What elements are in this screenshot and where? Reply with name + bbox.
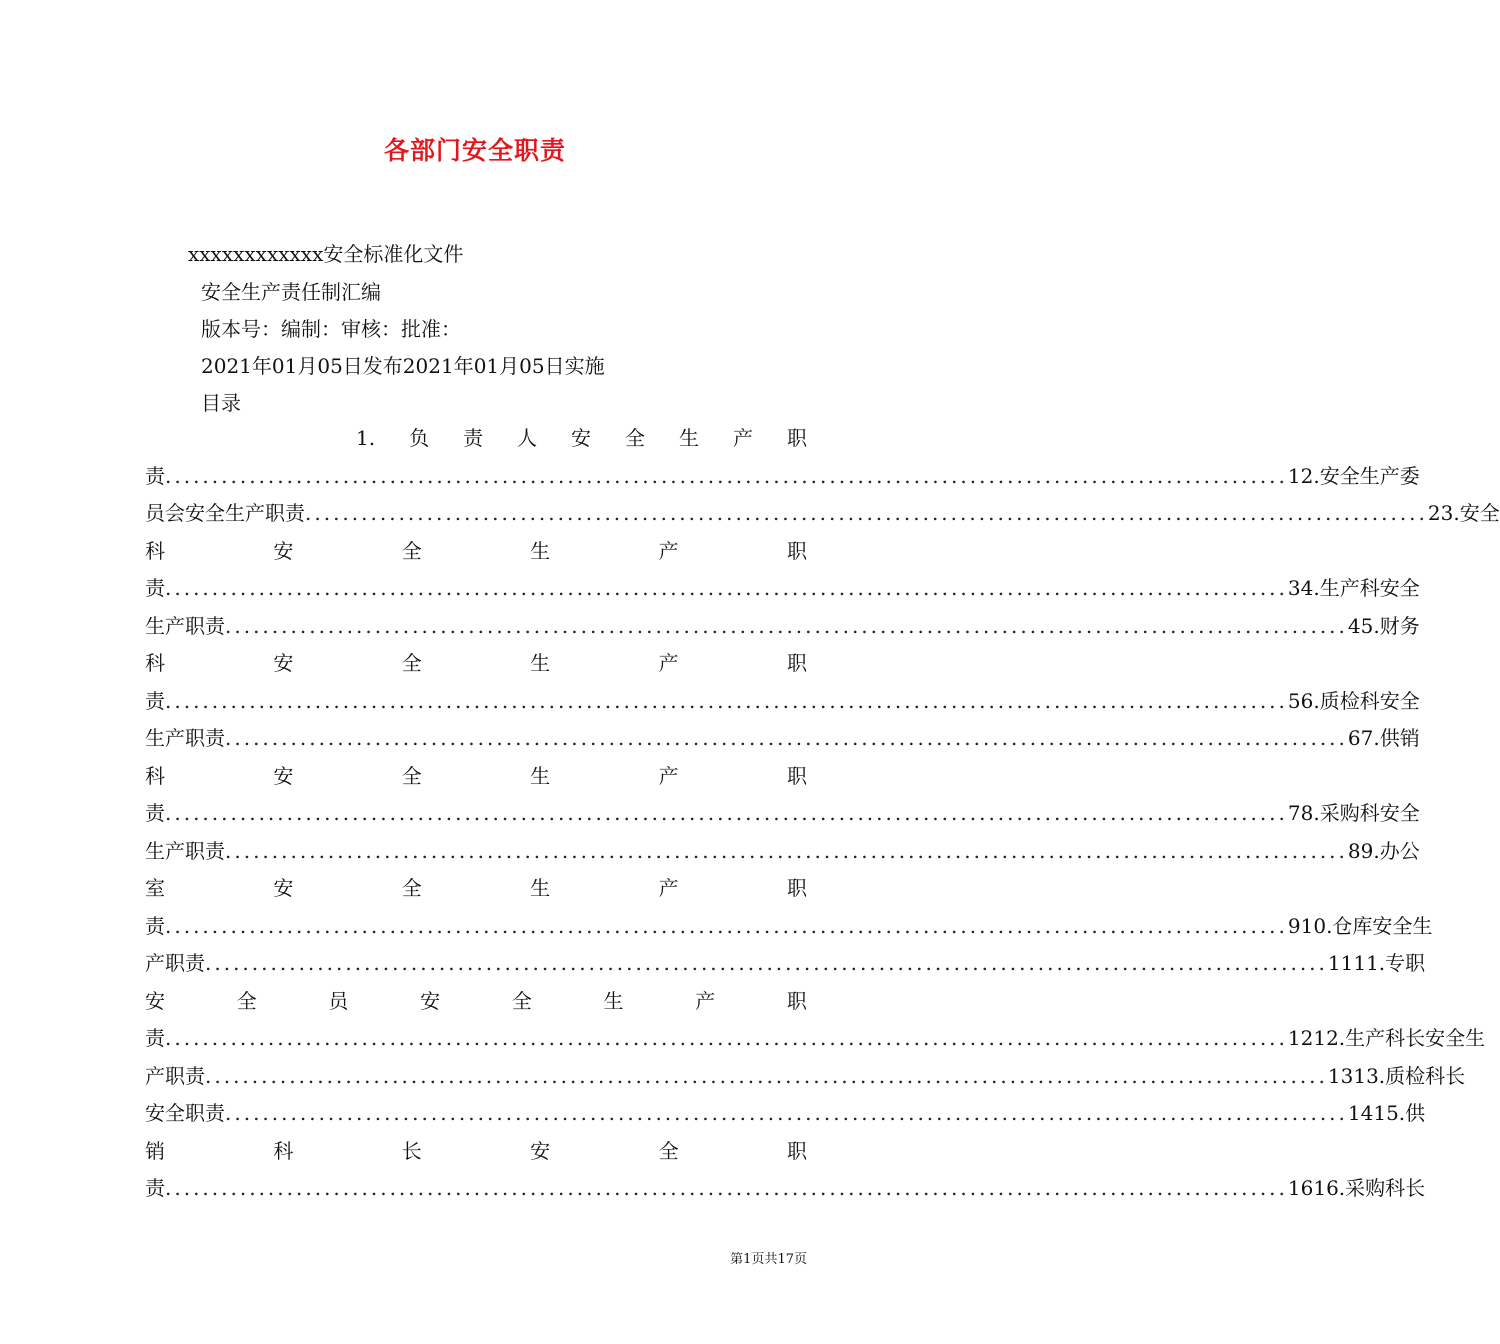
toc-line: [145, 687, 1420, 715]
toc-entry-text: 生产职责: [145, 838, 225, 863]
toc-char: 销: [145, 1138, 165, 1163]
toc-leader-dots: ........................................................................................................................: [225, 613, 1348, 638]
toc-leader-dots: ........................................................................................................................: [165, 801, 1288, 825]
toc-page-and-next: 1415.供: [1347, 1101, 1426, 1125]
toc-line: [145, 1024, 1486, 1052]
toc-page-and-next: 1111.专职: [1327, 951, 1426, 975]
toc-entry-text: 安全职责: [145, 1101, 225, 1125]
toc-line: [145, 724, 1420, 752]
toc-leader-dots: ........................................................................................................................: [165, 688, 1288, 713]
toc-page-and-next: 34.生产科安全: [1287, 576, 1420, 600]
toc-char: 全: [401, 876, 422, 900]
toc-char: 科: [145, 763, 165, 788]
toc-char: 科: [145, 651, 165, 675]
toc-entry-text: 责: [145, 576, 165, 600]
toc-line: [145, 799, 1420, 827]
toc-line: [145, 1099, 1426, 1127]
toc-page-and-next: 12.安全生产委: [1287, 463, 1420, 488]
toc-leader-dots: ........................................................................................................................: [205, 1063, 1328, 1088]
toc-char: 全: [401, 763, 422, 788]
toc-char: 全: [236, 988, 257, 1013]
toc-char: 全: [511, 988, 532, 1013]
toc-char: 生: [679, 426, 699, 450]
toc-char: 生: [530, 876, 551, 900]
toc-entry-text: 责: [145, 1176, 165, 1200]
toc-label: 目录: [201, 391, 241, 415]
table-of-contents: [145, 424, 1500, 1212]
toc-char: 产: [732, 426, 753, 450]
toc-page-and-next: 56.质检科安全: [1287, 688, 1420, 713]
toc-line: [145, 462, 1420, 490]
toc-page-and-next: 910.仓库安全生: [1287, 913, 1433, 938]
toc-line: [145, 574, 1420, 602]
toc-char: 责: [463, 426, 484, 450]
toc-line: [145, 612, 1420, 640]
toc-char: 生: [530, 538, 551, 563]
toc-entry-text: 责: [145, 913, 165, 938]
toc-page-and-next: 1313.质检科长: [1327, 1063, 1466, 1088]
toc-char: 产: [658, 651, 679, 675]
toc-leader-dots: ........................................................................................................................: [305, 501, 1428, 525]
toc-line: [145, 949, 1426, 977]
toc-char: 科: [145, 538, 165, 563]
toc-char: 生: [530, 651, 551, 675]
toc-page-and-next: 1616.采购科长: [1287, 1176, 1426, 1200]
compilation-title: 安全生产责任制汇编: [201, 280, 381, 304]
toc-page-and-next: 45.财务: [1347, 613, 1420, 638]
toc-line: [145, 649, 807, 677]
toc-char: 生: [603, 988, 624, 1013]
toc-char: 长: [401, 1138, 422, 1163]
toc-char: 职: [786, 763, 807, 788]
toc-char: 生: [530, 763, 551, 788]
toc-char: 职: [786, 426, 807, 450]
toc-page-and-next: 23.安全: [1427, 501, 1500, 525]
toc-char: 职: [786, 651, 807, 675]
toc-char: 职: [786, 988, 807, 1013]
toc-char: 科: [273, 1138, 294, 1163]
toc-char: 全: [401, 651, 422, 675]
toc-line: [145, 1174, 1426, 1202]
toc-entry-text: 产职责: [145, 1063, 205, 1088]
toc-leader-dots: ........................................................................................................................: [225, 838, 1348, 863]
toc-line: [145, 837, 1420, 865]
toc-entry-text: 责: [145, 463, 165, 488]
date-line: 2021年01月05日发布2021年01月05日实施: [201, 354, 605, 378]
toc-char: 职: [786, 538, 807, 563]
toc-leader-dots: ........................................................................................................................: [225, 1101, 1348, 1125]
company-line: xxxxxxxxxxxx安全标准化文件: [188, 242, 464, 266]
toc-char: 产: [695, 988, 716, 1013]
version-line: 版本号：编制：审核：批准：: [201, 317, 461, 341]
toc-char: 职: [786, 1138, 807, 1163]
toc-char: 室: [145, 876, 165, 900]
toc-entry-text: 生产职责: [145, 726, 225, 750]
toc-char: 产: [658, 538, 679, 563]
toc-page-and-next: 67.供销: [1347, 726, 1420, 750]
toc-char: 安: [273, 763, 294, 788]
toc-leader-dots: ........................................................................................................................: [165, 576, 1288, 600]
toc-entry-text: 责: [145, 801, 165, 825]
toc-page-and-next: 89.办公: [1347, 838, 1420, 863]
toc-char: 员: [328, 988, 349, 1013]
toc-char: 安: [530, 1138, 551, 1163]
toc-char: 安: [571, 426, 592, 450]
toc-line: [145, 1062, 1466, 1090]
toc-char: 安: [420, 988, 441, 1013]
toc-line: [145, 762, 807, 790]
toc-leader-dots: ........................................................................................................................: [165, 463, 1288, 488]
toc-page-and-next: 1212.生产科长安全生: [1287, 1026, 1486, 1050]
toc-leader-dots: ........................................................................................................................: [165, 1176, 1288, 1200]
toc-line: [145, 499, 1500, 527]
toc-line: [145, 1137, 807, 1165]
toc-entry-text: 员会安全生产职责: [145, 501, 305, 525]
document-title: 各部门安全职责: [383, 136, 566, 165]
toc-char: 产: [658, 876, 679, 900]
toc-char: 全: [625, 426, 646, 450]
toc-entry-text: 责: [145, 1026, 165, 1050]
toc-entry-text: 责: [145, 688, 165, 713]
toc-line: [145, 912, 1433, 940]
toc-leader-dots: ........................................................................................................................: [225, 726, 1348, 750]
toc-line: [145, 537, 807, 565]
toc-leader-dots: ........................................................................................................................: [205, 951, 1328, 975]
toc-char: 全: [658, 1138, 679, 1163]
page-footer: 第1页共17页: [730, 1252, 807, 1267]
toc-page-and-next: 78.采购科安全: [1287, 801, 1420, 825]
toc-leader-dots: ........................................................................................................................: [165, 913, 1288, 938]
toc-leader-dots: ........................................................................................................................: [165, 1026, 1288, 1050]
toc-line: [145, 987, 807, 1015]
toc-line: [356, 424, 807, 452]
toc-line: [145, 874, 807, 902]
toc-char: 全: [401, 538, 422, 563]
toc-char: 负: [409, 426, 430, 450]
toc-entry-text: 生产职责: [145, 613, 225, 638]
toc-char: 安: [273, 538, 294, 563]
toc-entry-text: 产职责: [145, 951, 205, 975]
toc-char: 职: [786, 876, 807, 900]
toc-char: 产: [658, 763, 679, 788]
toc-char: 安: [273, 876, 294, 900]
toc-char: 1.: [356, 426, 376, 450]
toc-char: 人: [517, 426, 538, 450]
toc-char: 安: [145, 988, 165, 1013]
toc-char: 安: [273, 651, 294, 675]
